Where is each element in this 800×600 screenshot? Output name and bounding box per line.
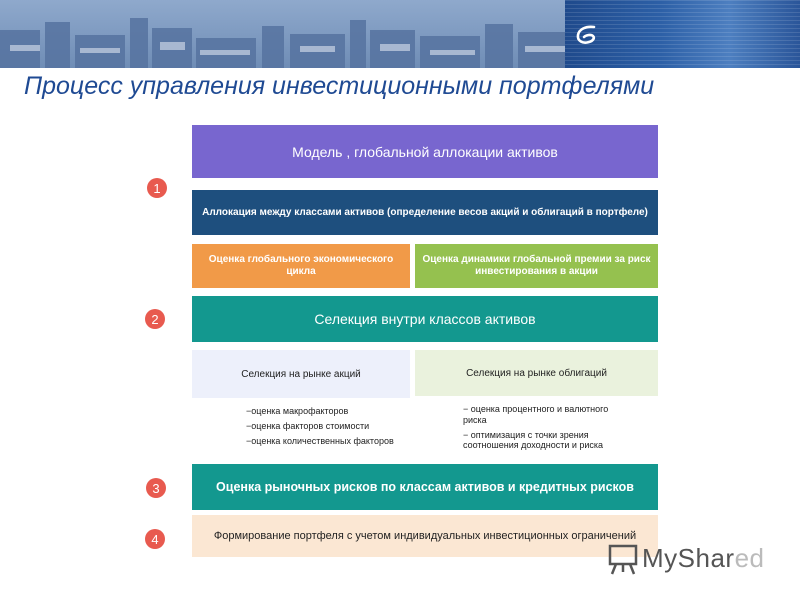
myshared-watermark	[606, 540, 765, 576]
stock-market-selection-box: Селекция на рынке акций	[192, 350, 410, 398]
list-item: −оценка факторов стоимости	[246, 420, 370, 431]
step-number-4: 4	[145, 529, 165, 549]
step-number-3: 3	[146, 478, 166, 498]
list-item: −оценка макрофакторов	[246, 406, 349, 416]
asset-class-allocation-box: Аллокация между классами активов (определение весов акций и облигаций в портфеле)	[192, 190, 658, 235]
step-number-1: 1	[147, 178, 167, 198]
list-item: −оценка количественных факторов	[246, 435, 394, 446]
presentation-board-icon	[606, 540, 642, 576]
watermark-text-dim: ed	[734, 542, 765, 573]
portfolio-formation-box: Формирование портфеля с учетом индивидуальных инвестиционных ограничений	[192, 515, 658, 557]
tower-image	[565, 0, 800, 68]
asset-class-selection-box: Селекция внутри классов активов	[192, 296, 658, 342]
bond-factors-list	[463, 404, 633, 455]
list-item: − оптимизация с точки зрения соотношения доходности и риска	[463, 429, 604, 451]
economic-cycle-box: Оценка глобального экономического цикла	[192, 244, 410, 288]
bank-logo-icon	[574, 24, 598, 46]
list-item: − оценка процентного и валютного риска	[463, 404, 609, 425]
watermark-text: MyShar	[642, 542, 735, 573]
risk-premium-box: Оценка динамики глобальной премии за риск инвестирования в акции	[415, 244, 658, 288]
stock-factors-list	[246, 406, 406, 450]
step-number-2: 2	[145, 309, 165, 329]
global-allocation-model-box: Модель , глобальной аллокации активов	[192, 125, 658, 178]
header-banner	[0, 0, 800, 68]
market-risk-assessment-box: Оценка рыночных рисков по классам активов и кредитных рисков	[192, 464, 658, 510]
bond-market-selection-box: Селекция на рынке облигаций	[415, 350, 658, 396]
page-title: Процесс управления инвестиционными портфелями	[24, 72, 655, 100]
city-skyline-image	[0, 0, 570, 68]
